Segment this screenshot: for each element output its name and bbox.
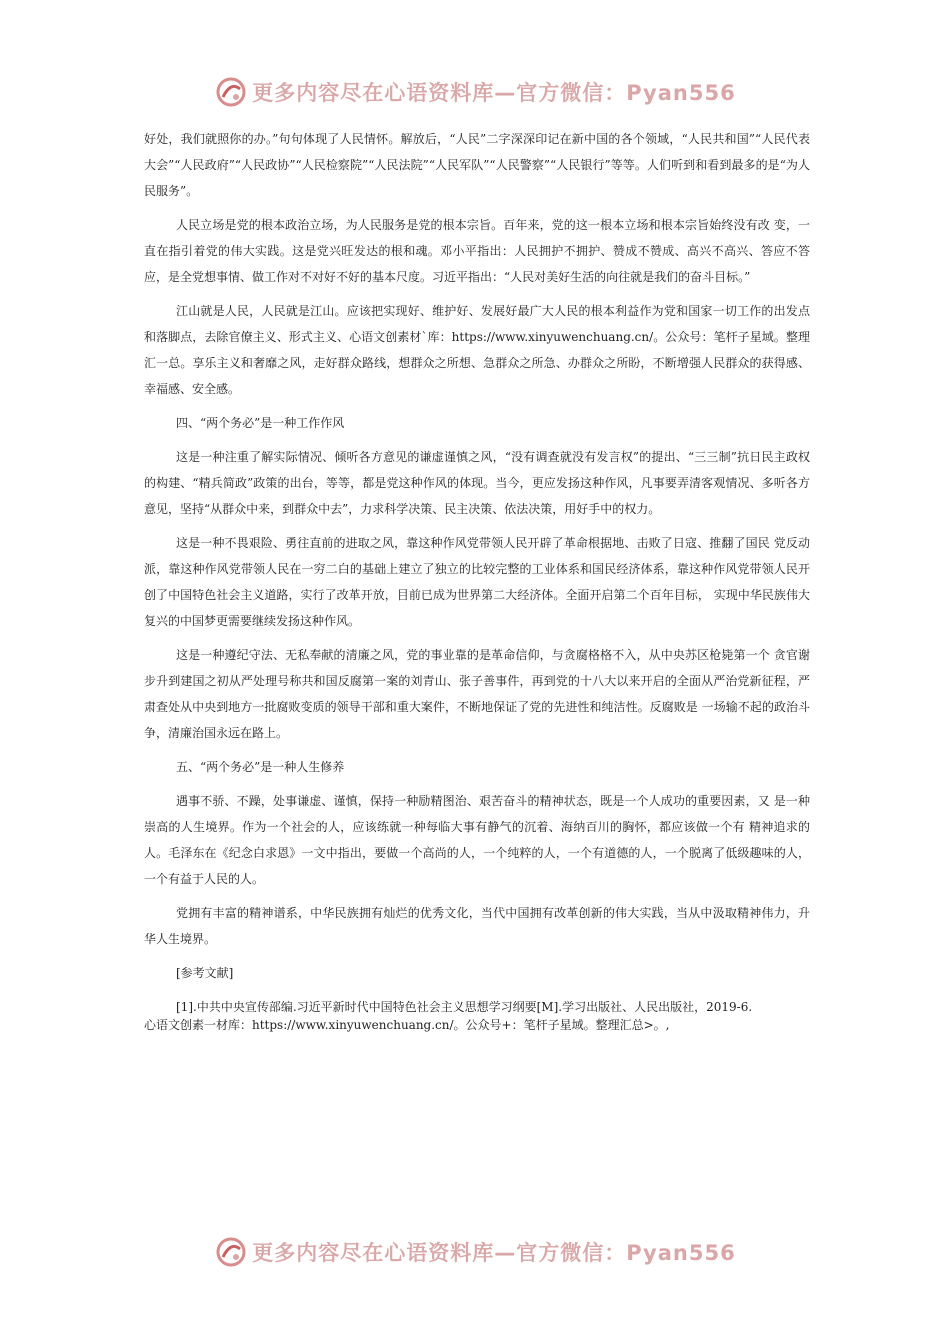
document-body — [144, 126, 810, 1038]
header-watermark-banner — [0, 72, 950, 112]
brand-logo-icon — [214, 75, 248, 109]
section-heading: 五、“两个务必”是一种人生修养 — [176, 760, 345, 774]
paragraph: 江山就是人民，人民就是江山。应该把实现好、维护好、发展好最广大人民的根本利益作为党和国家一切工作的出发点和落脚点，去除官僚主义、形式主义、心语文创素材`库：https://www.xinyuwenchuang.cn/。公众号：笔杆子星域。整理汇一总。享乐主义和奢靡之风，走好群众路线，想群众之所想、急群众之所急、办群众之所盼，不断增强人民群众的获得感、幸福感、安全感。 — [144, 304, 810, 396]
watermark-text: 更多内容尽在心语资料库—官方微信：Pyan556 — [252, 81, 736, 105]
brand-logo-icon — [214, 1235, 248, 1269]
paragraph: 人民立场是党的根本政治立场，为人民服务是党的根本宗旨。百年来，党的这一根本立场和根本宗旨始终没有改 变，一直在指引着党的伟大实践。这是党兴旺发达的根和魂。邓小平指出：人民拥护不拥护、赞成不赞成、高兴不高兴、答应不答应，是全党想事情、做工作对不对好不好的基本尺度。习近平指出：“人民对美好生活的向往就是我们的奋斗目标。” — [144, 218, 810, 284]
reference-line: [1].中共中央宣传部编.习近平新时代中国特色社会主义思想学习纲要[M].学习出版社、人民出版社，2019-6. — [176, 1000, 753, 1014]
watermark-text: 更多内容尽在心语资料库—官方微信：Pyan556 — [252, 1241, 736, 1265]
paragraph: 党拥有丰富的精神谱系，中华民族拥有灿烂的优秀文化，当代中国拥有改革创新的伟大实践，当从中汲取精神伟力，升华人生境界。 — [144, 906, 810, 946]
paragraph: 这是一种注重了解实际情况、倾听各方意见的谦虚谨慎之风，“没有调查就没有发言权”的提出、“三三制”抗日民主政权的构建、“精兵简政”政策的出台，等等，都是党这种作风的体现。当今，更应发扬这种作风，凡事要弄清客观情况、多听各方意见，坚持“从群众中来，到群众中去”，力求科学决策、民主决策、依法决策，用好手中的权力。 — [144, 450, 810, 516]
section-heading: 四、“两个务必”是一种工作作风 — [176, 416, 345, 430]
references-heading: [参考文献] — [176, 966, 234, 980]
paragraph: 这是一种遵纪守法、无私奉献的清廉之风，党的事业靠的是革命信仰，与贪腐格格不入，从中央苏区枪毙第一个 贪官谢步升到建国之初从严处理号称共和国反腐第一案的刘青山、张子善事件，再到党的十八大以来开启的全面从严治党新征程，严肃查处从中央到地方一批腐败变质的领导干部和重大案件，不断地保证了党的先进性和纯洁性。反腐败是 一场输不起的政治斗争，清廉治国永远在路上。 — [144, 648, 810, 740]
paragraph: 遇事不骄、不躁，处事谦虚、谨慎，保持一种励精图治、艰苦奋斗的精神状态，既是一个人成功的重要因素，又 是一种崇高的人生境界。作为一个社会的人，应该练就一种每临大事有静气的沉着、海纳百川的胸怀，都应该做一个有 精神追求的人。毛泽东在《纪念白求恩》一文中指出，要做一个高尚的人，一个纯粹的人，一个有道德的人，一个脱离了低级趣味的人，一个有益于人民的人。 — [144, 794, 810, 886]
paragraph: 好处，我们就照你的办。”句句体现了人民情怀。解放后，“人民”二字深深印记在新中国的各个领域，“人民共和国”“人民代表大会”“人民政府”“人民政协”“人民检察院”“人民法院”“人民军队”“人民警察”“人民银行”等等。人们听到和看到最多的是“为人民服务”。 — [144, 132, 810, 198]
paragraph: 这是一种不畏艰险、勇往直前的进取之风，靠这种作风党带领人民开辟了革命根据地、击败了日寇、推翻了国民 党反动派，靠这种作风党带领人民在一穷二白的基础上建立了独立的比较完整的工业体系和国民经济体系，靠这种作风党带领人民开创了中国特色社会主义道路，实行了改革开放，目前已成为世界第二大经济体。全面开启第二个百年目标， 实现中华民族伟大复兴的中国梦更需要继续发扬这种作风。 — [144, 536, 810, 628]
footer-watermark-banner — [0, 1232, 950, 1272]
reference-line: 心语文创素一材库：https://www.xinyuwenchuang.cn/。公众号+：笔杆子星域。整理汇总>。, — [144, 1018, 670, 1032]
